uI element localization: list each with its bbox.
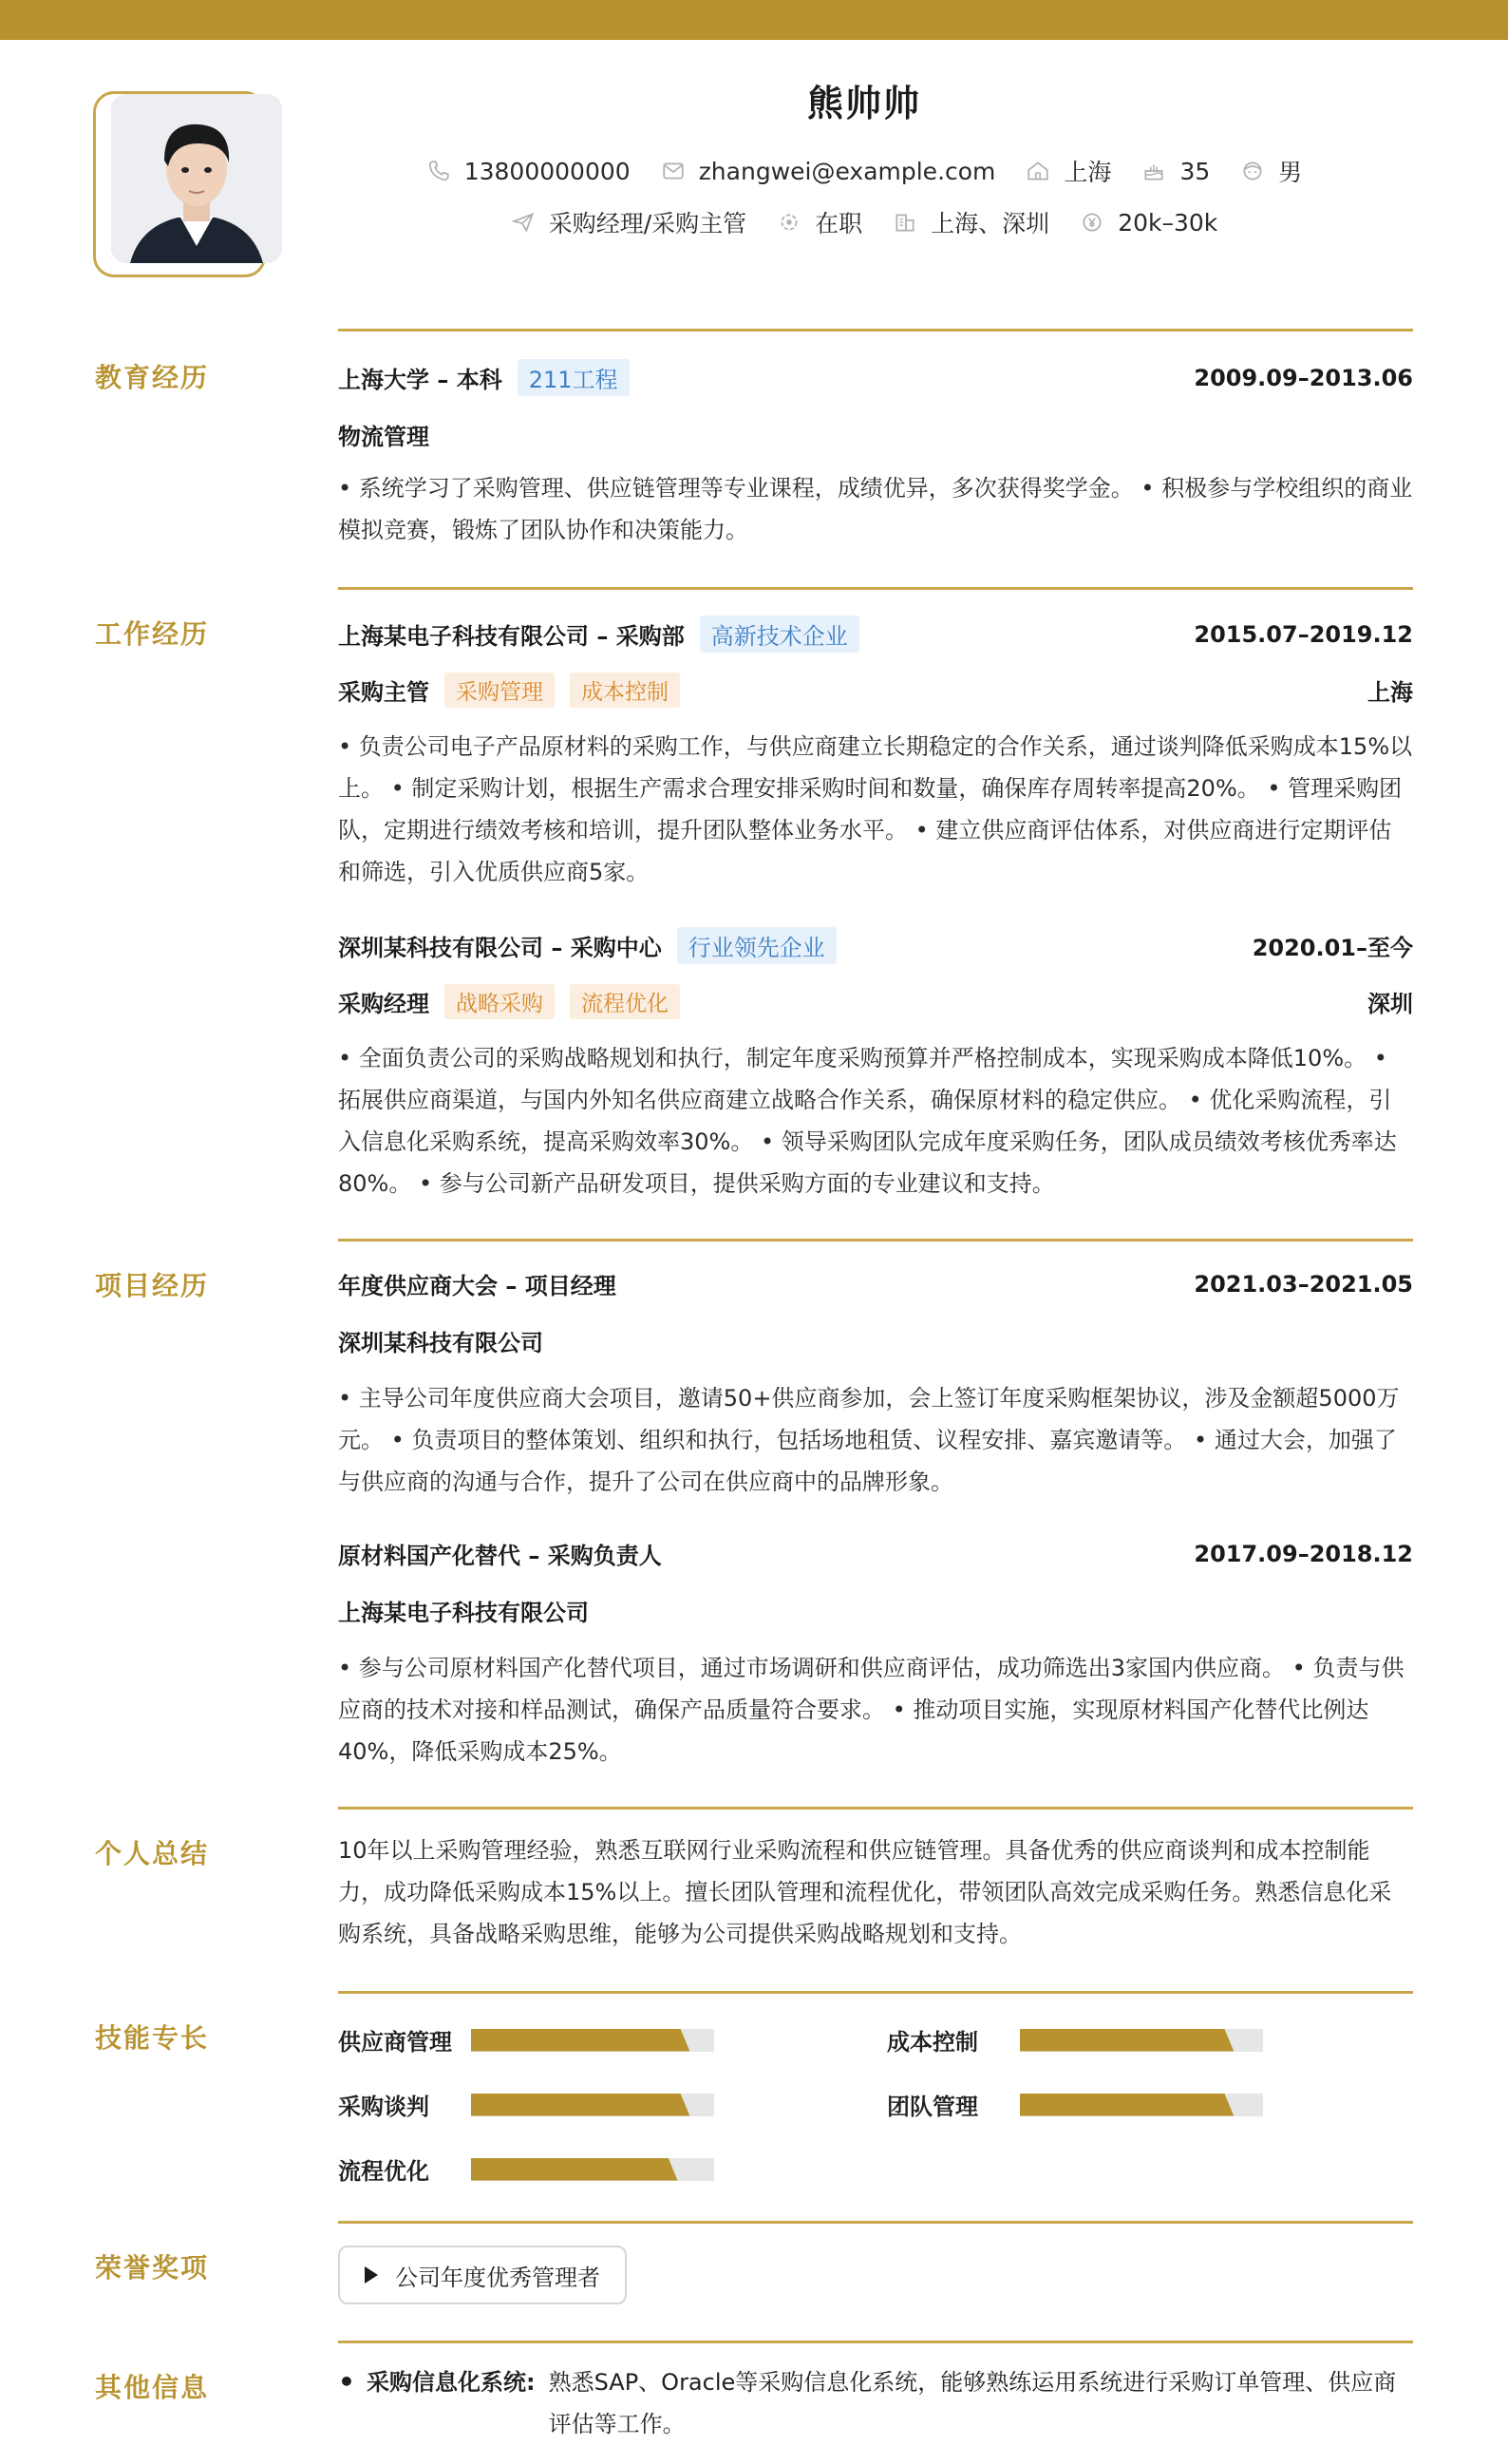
- work-role-row-1: [338, 673, 1413, 708]
- company-tag: 高新技术企业: [700, 616, 859, 653]
- skill-tag: 战略采购: [444, 984, 555, 1019]
- project-header-1: [338, 1267, 1413, 1300]
- work-city: 上海: [1367, 679, 1413, 706]
- position-text: 采购经理/采购主管: [548, 210, 747, 237]
- skill-tag: 流程优化: [570, 984, 680, 1019]
- project-description: • 参与公司原材料国产化替代项目，通过市场调研和供应商评估，成功筛选出3家国内供应商。 • 负责与供应商的技术对接和样品测试，确保产品质量符合要求。 • 推动项目实施，实现原材料国产化替代比例达40%，降低采购成本25%。: [338, 1655, 1404, 1765]
- gender-item: [1240, 154, 1302, 188]
- company-name: 上海某电子科技有限公司 – 采购部: [338, 623, 685, 650]
- email-item: [661, 158, 996, 185]
- skill-item: [887, 2023, 1263, 2056]
- city-text: 上海: [1064, 159, 1112, 186]
- skill-bar: [471, 2029, 714, 2052]
- gender-text: 男: [1278, 159, 1303, 186]
- salary-text: 20k–30k: [1118, 208, 1218, 237]
- person-icon: [1240, 159, 1265, 183]
- skill-bar-fill: [1020, 2094, 1234, 2116]
- section-divider: [338, 329, 1413, 332]
- section-divider: [338, 2221, 1413, 2224]
- phone-text: 13800000000: [463, 157, 631, 185]
- project-company: 上海某电子科技有限公司: [338, 1600, 589, 1626]
- skill-name: 流程优化: [338, 2158, 429, 2185]
- status-text: 在职: [815, 210, 863, 237]
- education-major-row: [338, 418, 1413, 451]
- position-item: [511, 205, 746, 239]
- project-date: 2021.03–2021.05: [1194, 1270, 1413, 1298]
- project-date: 2017.09–2018.12: [1194, 1540, 1413, 1567]
- project-company-row-1: [338, 1324, 1413, 1357]
- school-name: 上海大学 – 本科: [338, 367, 502, 393]
- send-icon: [511, 210, 536, 235]
- skill-item: [338, 2088, 714, 2121]
- section-title-awards: 荣誉奖项: [95, 2252, 210, 2284]
- skill-bar-fill: [471, 2029, 689, 2052]
- skill-bar-fill: [471, 2094, 689, 2116]
- work-date: 2015.07–2019.12: [1194, 620, 1413, 648]
- age-text: 35: [1179, 157, 1211, 185]
- skill-name: 成本控制: [887, 2029, 978, 2056]
- work-description: • 全面负责公司的采购战略规划和执行，制定年度采购预算并严格控制成本，实现采购成本降低10%。 • 拓展供应商渠道，与国内外知名供应商建立战略合作关系，确保原材料的稳定供应。 • 优化采购流程，引入信息化采购系统，提高采购效率30%。 • 领导采购团队完成年度采购任务，团队成员绩效考核优秀率达80%。 • 参与公司新产品研发项目，提供采购方面的专业建议和支持。: [338, 1045, 1397, 1197]
- target-city-item: [893, 205, 1049, 239]
- age-item: [1141, 158, 1210, 185]
- bullet-icon: •: [338, 2366, 355, 2398]
- phone-item: [426, 158, 631, 185]
- status-icon: [777, 210, 801, 235]
- award-item[interactable]: [338, 2246, 627, 2304]
- contact-row: [0, 154, 1508, 188]
- summary-text: 10年以上采购管理经验，熟悉互联网行业采购流程和供应链管理。具备优秀的供应商谈判和成本控制能力，成功降低采购成本15%以上。擅长团队管理和流程优化，带领团队高效完成采购任务。熟悉信息化采购系统，具备战略采购思维，能够为公司提供采购战略规划和支持。: [338, 1837, 1392, 1947]
- job-intent-row: [0, 205, 1508, 239]
- mail-icon: [661, 159, 686, 183]
- section-divider: [338, 2341, 1413, 2343]
- award-name: 公司年度优秀管理者: [395, 2264, 600, 2291]
- project-description: • 主导公司年度供应商大会项目，邀请50+供应商参加，会上签订年度采购框架协议，涉及金额超5000万元。 • 负责项目的整体策划、组织和执行，包括场地租赁、议程安排、嘉宾邀请等。 • 通过大会，加强了与供应商的沟通与合作，提升了公司在供应商中的品牌形象。: [338, 1385, 1400, 1495]
- project-header-2: [338, 1537, 1413, 1570]
- job-role: 采购经理: [338, 991, 429, 1017]
- city-item: [1026, 154, 1111, 188]
- project-title: 原材料国产化替代 – 采购负责人: [338, 1543, 662, 1569]
- skill-name: 供应商管理: [338, 2029, 452, 2056]
- section-divider: [338, 1239, 1413, 1241]
- skill-name: 团队管理: [887, 2094, 978, 2120]
- education-header: [338, 359, 1413, 396]
- section-divider: [338, 1991, 1413, 1994]
- work-city: 深圳: [1367, 991, 1413, 1017]
- work-description: • 负责公司电子产品原材料的采购工作，与供应商建立长期稳定的合作关系，通过谈判降低采购成本15%以上。 • 制定采购计划，根据生产需求合理安排采购时间和数量，确保库存周转率提高20%。 • 管理采购团队，定期进行绩效考核和培训，提升团队整体业务水平。 • 建立供应商评估体系，对供应商进行定期评估和筛选，引入优质供应商5家。: [338, 733, 1413, 885]
- section-title-education: 教育经历: [95, 362, 210, 393]
- company-tag: 行业领先企业: [677, 927, 837, 964]
- job-role: 采购主管: [338, 679, 429, 706]
- expand-triangle-icon: [365, 2266, 378, 2284]
- other-info-key: 采购信息化系统:: [367, 2369, 536, 2396]
- section-title-project: 项目经历: [95, 1270, 210, 1301]
- skill-item: [887, 2088, 1263, 2121]
- skill-bar-fill: [1020, 2029, 1234, 2052]
- skill-item: [338, 2152, 714, 2186]
- home-icon: [1026, 159, 1050, 183]
- skill-bar: [471, 2094, 714, 2116]
- education-description: • 系统学习了采购管理、供应链管理等专业课程，成绩优异，多次获得奖学金。 • 积极参与学校组织的商业模拟竞赛，锻炼了团队协作和决策能力。: [338, 475, 1413, 543]
- skill-name: 采购谈判: [338, 2094, 429, 2120]
- section-title-other: 其他信息: [95, 2372, 210, 2403]
- major-name: 物流管理: [338, 424, 429, 450]
- skill-tag: 采购管理: [444, 673, 555, 708]
- email-text: zhangwei@example.com: [698, 157, 996, 185]
- section-title-skills: 技能专长: [95, 2022, 210, 2054]
- skill-bar: [471, 2158, 714, 2181]
- section-title-work: 工作经历: [95, 618, 210, 650]
- building-icon: [893, 210, 917, 235]
- top-accent-bar: [0, 0, 1508, 40]
- cake-icon: [1141, 159, 1166, 183]
- skill-bar: [1020, 2029, 1263, 2052]
- school-tag: 211工程: [518, 359, 630, 396]
- other-info-value: 熟悉SAP、Oracle等采购信息化系统，能够熟练运用系统进行采购订单管理、供应商评估等工作。: [548, 2369, 1397, 2437]
- work-role-row-2: [338, 984, 1413, 1019]
- section-divider: [338, 587, 1413, 590]
- project-company: 深圳某科技有限公司: [338, 1330, 543, 1356]
- work-header-1: [338, 616, 1413, 653]
- skill-item: [338, 2023, 714, 2056]
- skill-tag: 成本控制: [570, 673, 680, 708]
- work-header-2: [338, 927, 1413, 964]
- project-title: 年度供应商大会 – 项目经理: [338, 1273, 616, 1299]
- candidate-name: 熊帅帅: [806, 83, 921, 124]
- yen-icon: [1080, 210, 1104, 235]
- education-date: 2009.09–2013.06: [1194, 364, 1413, 391]
- other-info-item: [338, 2361, 1413, 2445]
- skill-bar-fill: [471, 2158, 678, 2181]
- section-title-summary: 个人总结: [95, 1838, 210, 1869]
- phone-icon: [426, 159, 451, 183]
- section-divider: [338, 1807, 1413, 1810]
- target-city-text: 上海、深圳: [931, 210, 1050, 237]
- skill-bar: [1020, 2094, 1263, 2116]
- status-item: [777, 205, 862, 239]
- company-name: 深圳某科技有限公司 – 采购中心: [338, 935, 662, 961]
- salary-item: [1080, 209, 1217, 237]
- work-date: 2020.01–至今: [1252, 935, 1413, 961]
- project-company-row-2: [338, 1594, 1413, 1627]
